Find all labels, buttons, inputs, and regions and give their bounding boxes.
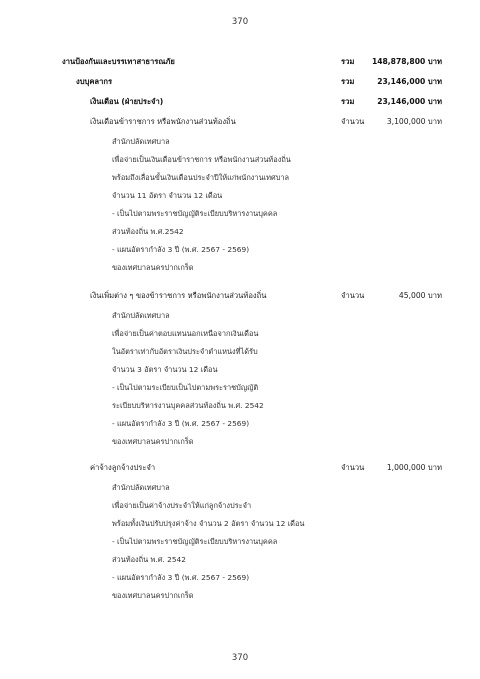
qty-label: จำนวน bbox=[341, 117, 365, 126]
item-detail-line: เพื่อจ่ายเป็นค่าจ้างประจำให้แก่ลูกจ้างประจำ bbox=[112, 501, 252, 510]
item-detail-line: สำนักปลัดเทศบาล bbox=[112, 311, 170, 320]
item-detail-line: - แผนอัตรากำลัง 3 ปี (พ.ศ. 2567 - 2569) bbox=[112, 573, 250, 582]
item-detail-line: สำนักปลัดเทศบาล bbox=[112, 137, 170, 146]
sum-label: รวม bbox=[341, 57, 355, 66]
item-detail-line: เพื่อจ่ายเป็นค่าตอบแทนนอกเหนือจากเงินเดือน bbox=[112, 329, 259, 338]
page-number-bottom: 370 bbox=[231, 653, 249, 663]
heading-amount: 148,878,800 บาท bbox=[371, 57, 442, 66]
item-detail-line: จำนวน 11 อัตรา จำนวน 12 เดือน bbox=[112, 191, 223, 200]
item-title: เงินเดือนข้าราชการ หรือพนักงานส่วนท้องถิ่น bbox=[90, 117, 236, 126]
item-detail-line: ของเทศบาลนครปากเกร็ด bbox=[112, 263, 194, 272]
qty-label: จำนวน bbox=[341, 463, 365, 472]
item-detail-line: - แผนอัตรากำลัง 3 ปี (พ.ศ. 2567 - 2569) bbox=[112, 245, 250, 254]
item-detail-line: - แผนอัตรากำลัง 3 ปี (พ.ศ. 2567 - 2569) bbox=[112, 419, 250, 428]
heading-row-personnel-budget bbox=[0, 76, 480, 90]
item-detail-line: - เป็นไปตามระเบียบเป็นไปตามพระราชบัญญัติ bbox=[112, 383, 259, 392]
item-detail-line: เพื่อจ่ายเป็นเงินเดือนข้าราชการ หรือพนักงานส่วนท้องถิ่น bbox=[112, 155, 291, 164]
sum-label: รวม bbox=[341, 77, 355, 86]
item-detail-line: จำนวน 3 อัตรา จำนวน 12 เดือน bbox=[112, 365, 218, 374]
heading-label: เงินเดือน (ฝ่ายประจำ) bbox=[90, 97, 164, 106]
item-title: เงินเพิ่มต่าง ๆ ของข้าราชการ หรือพนักงานส่วนท้องถิ่น bbox=[90, 291, 267, 300]
heading-row-program bbox=[0, 56, 480, 70]
item-row-allowances bbox=[0, 290, 480, 304]
item-amount: 3,100,000 บาท bbox=[386, 117, 442, 126]
heading-row-salary bbox=[0, 96, 480, 110]
item-row-permanent-wages bbox=[0, 462, 480, 476]
item-title: ค่าจ้างลูกจ้างประจำ bbox=[90, 463, 156, 472]
item-amount: 1,000,000 บาท bbox=[386, 463, 442, 472]
page-number-top: 370 bbox=[231, 17, 249, 27]
item-detail-line: ของเทศบาลนครปากเกร็ด bbox=[112, 591, 194, 600]
sum-label: รวม bbox=[341, 97, 355, 106]
heading-amount: 23,146,000 บาท bbox=[377, 97, 442, 106]
item-detail-line: สำนักปลัดเทศบาล bbox=[112, 483, 170, 492]
heading-amount: 23,146,000 บาท bbox=[377, 77, 442, 86]
item-detail-line: - เป็นไปตามพระราชบัญญัติระเบียบบริหารงานบุคคล bbox=[112, 209, 278, 218]
item-detail-line: - เป็นไปตามพระราชบัญญัติระเบียบบริหารงานบุคคล bbox=[112, 537, 278, 546]
item-detail-line: ส่วนท้องถิ่น พ.ศ. 2542 bbox=[112, 555, 186, 564]
item-detail-line: พร้อมถึงเลื่อนขั้นเงินเดือนประจำปีให้แก่พนักงานเทศบาล bbox=[112, 173, 290, 182]
item-detail-line: ในอัตราเท่ากับอัตราเงินประจำตำแหน่งที่ได้รับ bbox=[112, 347, 258, 356]
qty-label: จำนวน bbox=[341, 291, 365, 300]
heading-label: งบบุคลากร bbox=[76, 77, 113, 86]
item-row-salary-officials bbox=[0, 116, 480, 130]
item-detail-line: ของเทศบาลนครปากเกร็ด bbox=[112, 437, 194, 446]
item-detail-line: พร้อมทั้งเงินปรับปรุงค่าจ้าง จำนวน 2 อัตรา จำนวน 12 เดือน bbox=[112, 519, 305, 528]
item-detail-line: ส่วนท้องถิ่น พ.ศ.2542 bbox=[112, 227, 184, 236]
item-detail-line: ระเบียบบริหารงานบุคคลส่วนท้องถิ่น พ.ศ. 2542 bbox=[112, 401, 264, 410]
item-amount: 45,000 บาท bbox=[398, 291, 442, 300]
heading-label: งานป้องกันและบรรเทาสาธารณภัย bbox=[62, 57, 175, 66]
